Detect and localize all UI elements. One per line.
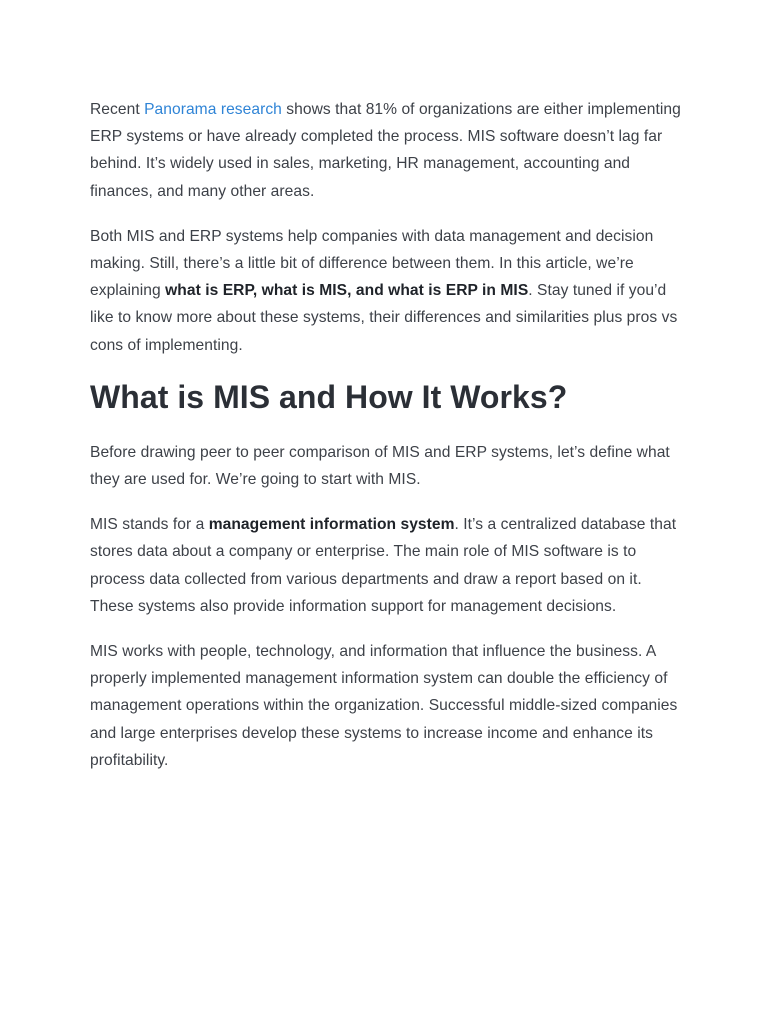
overview-text-end: . Stay tuned if you’d like to know more about these systems, their differences and similarities plus pros vs cons of implementing. [90, 282, 678, 354]
overview-paragraph [90, 223, 684, 359]
section-heading: What is MIS and How It Works? [90, 378, 568, 415]
mis-definition-end: . It’s a centralized database that stores data about a company or enterprise. The main role of MIS software is to process data collected from various departments and draw a report based on it. These systems also provide information support for management decisions. [90, 516, 677, 615]
mis-benefits-paragraph: MIS works with people, technology, and information that influence the business. A properly implemented management information system can double the efficiency of management operations within the organization. Successful middle-sized companies and large enterprises develop these systems to increase income and enhance its profitability. [90, 643, 678, 769]
intro-text-end: shows that 81% of organizations are either implementing ERP systems or have already completed the process. MIS software doesn’t lag far behind. It’s widely used in sales, marketing, HR management, accounting and finances, and many other areas. [90, 101, 681, 200]
mis-definition-bold: management information system [208, 516, 455, 534]
mis-definition-paragraph [90, 511, 684, 620]
intro-text-start: Recent [90, 101, 145, 118]
overview-bold-text: what is ERP, what is MIS, and what is ERP in MIS [165, 282, 529, 300]
mis-definition-start: MIS stands for a [90, 516, 209, 534]
overview-text-start: Both MIS and ERP systems help companies with data management and decision making. Still, there’s a little bit of difference between them. In this article, we’re explaining [90, 227, 654, 300]
mis-intro-paragraph: Before drawing peer to peer comparison of MIS and ERP systems, let’s define what they are used for. We’re going to start with MIS. [90, 443, 670, 489]
intro-paragraph [90, 96, 684, 205]
article-body [90, 96, 684, 792]
panorama-research-link[interactable]: Panorama research [144, 101, 282, 118]
